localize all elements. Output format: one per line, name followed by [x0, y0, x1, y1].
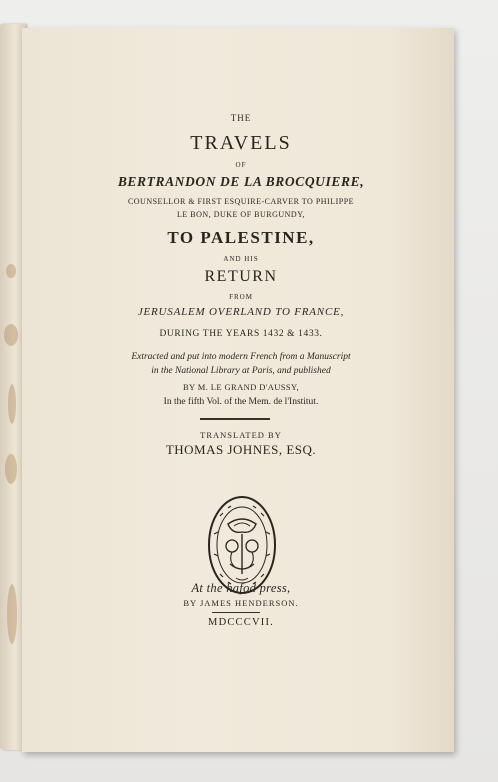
extract-line-4: In the fifth Vol. of the Mem. de l'Institut. [163, 397, 319, 407]
title-return: RETURN [204, 268, 278, 285]
word-from: FROM [229, 293, 253, 301]
extract-line-1: Extracted and put into modern French from a Manuscript [131, 352, 351, 362]
author-name: BERTRANDON DE LA BROCQUIERE, [117, 174, 365, 189]
printer-line: BY JAMES HENDERSON. [183, 598, 299, 608]
word-of: OF [235, 161, 247, 169]
word-the: THE [230, 113, 252, 123]
route-line: JERUSALEM OVERLAND TO FRANCE, [137, 306, 345, 318]
author-office-line-1: COUNSELLOR & FIRST ESQUIRE-CARVER TO PHILIPPE [127, 197, 355, 206]
title-to-palestine: TO PALESTINE, [167, 228, 315, 247]
translated-by-label: TRANSLATED BY [200, 430, 282, 440]
publication-date: MDCCCVII. [208, 617, 274, 628]
author-office-line-2: LE BON, DUKE OF BURGUNDY, [177, 210, 305, 219]
years-line: DURING THE YEARS 1432 & 1433. [159, 329, 323, 339]
words-and-his: AND HIS [223, 255, 259, 263]
title-travels: TRAVELS [190, 132, 292, 154]
extract-line-3: BY M. LE GRAND D'AUSSY, [182, 382, 300, 392]
divider-rule [200, 418, 270, 420]
press-imprint: At the hafod press, [191, 581, 291, 595]
date-rule [212, 612, 260, 613]
translator-name: THOMAS JOHNES, ESQ. [165, 442, 317, 457]
extract-line-2: in the National Library at Paris, and published [151, 366, 331, 376]
title-page [22, 28, 454, 752]
